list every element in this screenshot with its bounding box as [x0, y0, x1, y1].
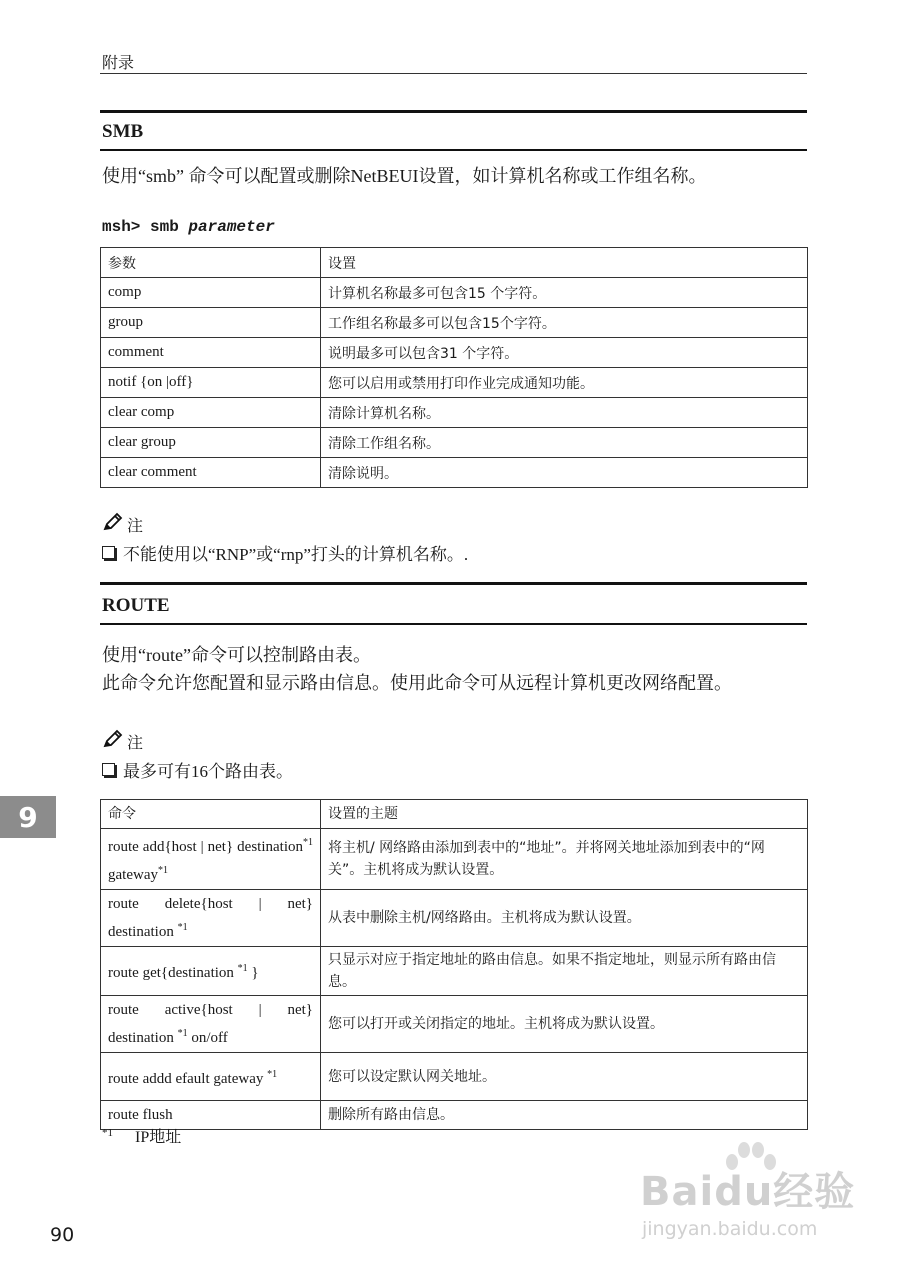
table-row [101, 1053, 808, 1101]
command-text: route addd efault gateway [108, 1070, 268, 1087]
footnote-ref: *1 [267, 1068, 278, 1080]
note-heading [102, 512, 143, 536]
running-header: 附录 [102, 55, 135, 72]
table-cell: 清除工作组名称。 [321, 428, 808, 458]
table-cell: 说明最多可以包含31 个字符。 [321, 338, 808, 368]
command-text: } [247, 965, 259, 981]
route-command-table [100, 799, 808, 1130]
header-divider [100, 73, 807, 74]
table-cell: comp [101, 278, 321, 308]
column-header: 命令 [101, 800, 321, 829]
route-section-title: ROUTE [102, 595, 170, 616]
setting-cell: 只显示对应于指定地址的路由信息。如果不指定地址，则显示所有路由信息。 [321, 947, 808, 996]
checkbox-bullet-icon [102, 546, 115, 559]
section-bottom-rule [100, 149, 807, 151]
table-row [101, 428, 808, 458]
table-row [101, 1101, 808, 1130]
command-text: route get{destination [108, 965, 238, 981]
footnote-text: IP地址 [135, 1129, 182, 1146]
setting-cell: 您可以设定默认网关地址。 [321, 1053, 808, 1101]
footnote-ref: *1 [177, 922, 188, 933]
command-cell [101, 890, 321, 947]
table-row [101, 338, 808, 368]
baidu-watermark [640, 1140, 880, 1250]
table-cell: notif {on |off} [101, 368, 321, 398]
pencil-icon [102, 729, 124, 753]
command-cell [101, 829, 321, 890]
table-row [101, 278, 808, 308]
command-prefix: msh> smb [102, 218, 189, 236]
table-row [101, 996, 808, 1053]
command-cell [101, 947, 321, 996]
chapter-tab: 9 [0, 796, 56, 838]
setting-cell: 删除所有路由信息。 [321, 1101, 808, 1130]
table-cell: 清除计算机名称。 [321, 398, 808, 428]
section-top-rule [100, 110, 807, 113]
command-param: parameter [188, 218, 275, 236]
column-header: 设置 [321, 248, 808, 278]
table-row [101, 890, 808, 947]
table-header-row [101, 800, 808, 829]
command-text: route add{host | net} destination [108, 839, 303, 855]
table-cell: 清除说明。 [321, 458, 808, 488]
checkbox-bullet-icon [102, 763, 115, 776]
section-top-rule [100, 582, 807, 585]
footnote-ref: *1 [157, 865, 168, 876]
note-heading [102, 729, 143, 753]
table-cell: 工作组名称最多可以包含15个字符。 [321, 308, 808, 338]
command-text: route active{host | net} destination [108, 1002, 313, 1046]
table-header-row [101, 248, 808, 278]
table-row [101, 458, 808, 488]
note-text: 不能使用以“RNP”或“rnp”打头的计算机名称。. [123, 545, 469, 564]
note-item [102, 540, 468, 565]
route-description-2: 此命令允许您配置和显示路由信息。使用此命令可从远程计算机更改网络配置。 [102, 673, 732, 693]
page-number: 90 [50, 1224, 75, 1246]
footnote [102, 1124, 181, 1147]
command-cell [101, 996, 321, 1053]
table-cell: comment [101, 338, 321, 368]
smb-section-title: SMB [102, 121, 144, 142]
footnote-ref: *1 [303, 837, 313, 848]
smb-description: 使用“smb” 命令可以配置或删除NetBEUI设置，如计算机名称或工作组名称。 [102, 166, 707, 186]
pencil-icon [102, 512, 124, 536]
table-row [101, 947, 808, 996]
note-label: 注 [127, 515, 144, 535]
column-header: 参数 [101, 248, 321, 278]
watermark-brand: Baidu经验 [640, 1169, 856, 1215]
table-cell: clear group [101, 428, 321, 458]
table-cell: clear comment [101, 458, 321, 488]
command-cell [101, 1053, 321, 1101]
table-row [101, 829, 808, 890]
table-row [101, 398, 808, 428]
route-description-1: 使用“route”命令可以控制路由表。 [102, 645, 371, 665]
setting-cell: 您可以打开或关闭指定的地址。主机将成为默认设置。 [321, 996, 808, 1053]
command-text: route delete{host | net} destination [108, 896, 313, 940]
table-row [101, 308, 808, 338]
command-text: gateway [108, 867, 158, 883]
setting-cell: 将主机/ 网络路由添加到表中的“地址”。并将网关地址添加到表中的“网关”。主机将成为默认设置。 [321, 829, 808, 890]
note-text: 最多可有16个路由表。 [123, 762, 293, 781]
watermark-url: jingyan.baidu.com [642, 1218, 818, 1240]
setting-cell: 从表中删除主机/网络路由。主机将成为默认设置。 [321, 890, 808, 947]
table-cell: 计算机名称最多可包含15 个字符。 [321, 278, 808, 308]
footnote-mark: *1 [102, 1126, 113, 1139]
smb-command-syntax [102, 218, 275, 236]
note-item [102, 757, 293, 782]
smb-parameter-table [100, 247, 808, 488]
command-text: route flush [108, 1107, 173, 1123]
column-header: 设置的主题 [321, 800, 808, 829]
footnote-ref: *1 [237, 963, 248, 974]
table-cell: group [101, 308, 321, 338]
section-bottom-rule [100, 623, 807, 625]
note-label: 注 [127, 732, 144, 752]
footnote-ref: *1 [177, 1028, 188, 1039]
table-row [101, 368, 808, 398]
table-cell: 您可以启用或禁用打印作业完成通知功能。 [321, 368, 808, 398]
command-text: on/off [187, 1030, 228, 1046]
table-cell: clear comp [101, 398, 321, 428]
